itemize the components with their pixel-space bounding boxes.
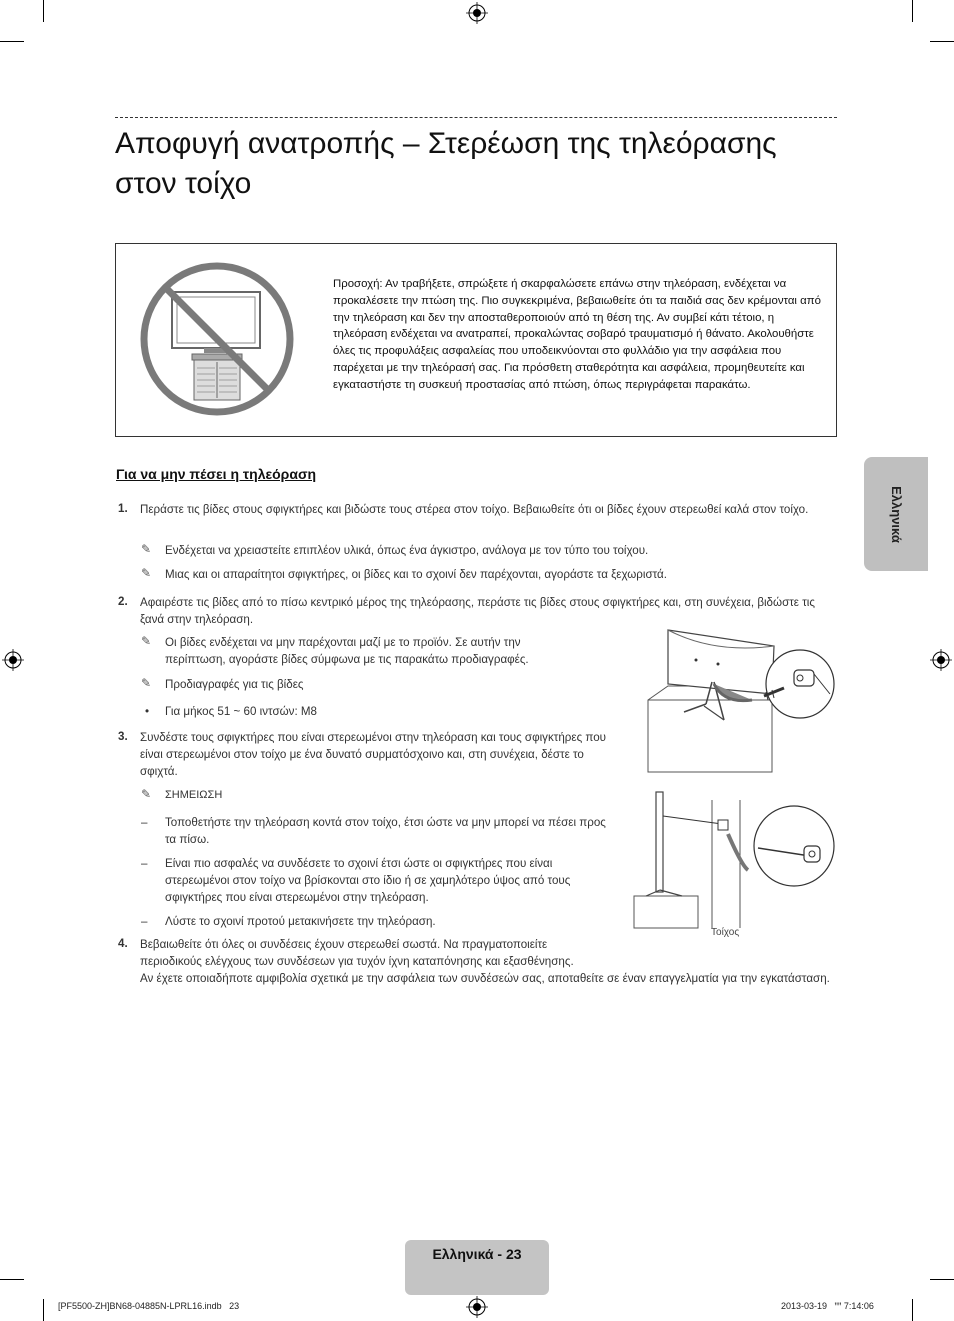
note-pencil-icon: ✎ xyxy=(141,566,152,580)
crop-mark xyxy=(0,1279,24,1280)
title-dashed-rule xyxy=(115,117,837,118)
section-subheading: Για να μην πέσει η τηλεόραση xyxy=(116,466,317,482)
registration-mark-icon xyxy=(930,649,952,671)
step-number: 4. xyxy=(118,937,128,950)
note-pencil-icon: ✎ xyxy=(141,676,152,690)
warning-box xyxy=(115,243,837,437)
step-2-note-2: Προδιαγραφές για τις βίδες xyxy=(165,678,304,691)
crop-mark xyxy=(930,41,954,42)
note-pencil-icon: ✎ xyxy=(141,634,152,648)
page-title: Αποφυγή ανατροπής – Στερέωση της τηλεόρασης στον τοίχο xyxy=(115,127,777,200)
step-3-dash-2: Είναι πιο ασφαλές να συνδέσετε το σχοινί έτσι ώστε οι σφιγκτήρες που είναι στερεωμένοι στον τοίχο να βρίσκονται στο ίδιο ή σε χαμηλότερο ύψος από τους σφιγκτήρες που είναι στερεωμένοι στην τηλεόραση. xyxy=(165,857,571,904)
crop-mark xyxy=(0,41,24,42)
step-2-note-1: Οι βίδες ενδέχεται να μην παρέχονται μαζί με το προϊόν. Σε αυτήν την περίπτωση, αγοράστε βίδες σύμφωνα με τις παρακάτω προδιαγραφές. xyxy=(165,636,529,666)
page-number-label: Ελληνικά - 23 xyxy=(432,1246,522,1262)
step-2-text: Αφαιρέστε τις βίδες από το πίσω κεντρικό μέρος της τηλεόρασης, περάστε τις βίδες στους σφιγκτήρες και, στη συνέχεια, βιδώστε τις ξανά στην τηλεόραση. xyxy=(140,596,815,626)
no-tv-tipping-icon xyxy=(136,258,298,420)
registration-mark-icon xyxy=(2,649,24,671)
step-4-text-b: Αν έχετε οποιαδήποτε αμφιβολία σχετικά με την ασφάλεια των συνδέσεών σας, αποταθείτε σε έναν επαγγελματία για την εγκατάσταση. xyxy=(140,972,830,985)
dash-symbol: – xyxy=(141,915,148,928)
warning-text: Προσοχή: Αν τραβήξετε, σπρώξετε ή σκαρφαλώσετε επάνω στην τηλεόραση, ενδέχεται να προκαλέσετε την πτώση της. Πιο συγκεκριμένα, βεβαιωθείτε ότι τα παιδιά σας δεν κρέμονται από την τηλεόραση και δεν την αποσταθεροποιούν από τη θέση της. Αν συμβεί κάτι τέτοιο, η τηλεόραση ενδέχεται να ανατραπεί, προκαλώντας σοβαρό τραυματισμό ή θάνατο. Ακολουθήστε όλες τις προφυλάξεις ασφαλείας που υποδεικνύονται στο φυλλάδιο για την ασφάλεια που παρέχεται με την τηλεόρασή σας. Για πρόσθετη σταθερότητα και ασφάλεια, προμηθευτείτε και εγκαταστήστε τη συσκευή προστασίας από πτώση, όπως περιγράφεται παρακάτω. xyxy=(333,278,821,391)
dash-symbol: – xyxy=(141,816,148,829)
step-4-text-a: Βεβαιωθείτε ότι όλες οι συνδέσεις έχουν στερεωθεί σωστά. Να πραγματοποιείτε περιοδικούς ελέγχους των συνδέσεων για τυχόν ίχνη καταπόνησης και εξασθένησης. xyxy=(140,938,574,968)
tv-bracket-illustration xyxy=(644,624,838,776)
registration-mark-icon xyxy=(466,1296,488,1318)
wall-label: Τοίχος xyxy=(711,927,740,938)
step-number: 1. xyxy=(118,502,128,515)
language-side-tab-label: Ελληνικά xyxy=(888,485,904,543)
step-number: 3. xyxy=(118,730,128,743)
dash-symbol: – xyxy=(141,857,148,870)
crop-mark xyxy=(930,1279,954,1280)
note-pencil-icon: ✎ xyxy=(141,787,152,801)
crop-mark xyxy=(912,0,913,22)
note-label: ΣΗΜΕΙΩΣΗ xyxy=(165,789,223,801)
step-3-text: Συνδέστε τους σφιγκτήρες που είναι στερεωμένοι στην τηλεόραση και τους σφιγκτήρες που είναι στερεωμένοι στον τοίχο με ένα δυνατό συρματόσχοινο και, στη συνέχεια, δέστε το σφιχτά. xyxy=(140,731,606,778)
crop-mark xyxy=(43,1299,44,1321)
tv-wall-illustration xyxy=(632,790,838,930)
step-2-bullet: Για μήκος 51 ~ 60 ιντσών: M8 xyxy=(165,705,317,718)
note-pencil-icon: ✎ xyxy=(141,542,152,556)
step-1-text: Περάστε τις βίδες στους σφιγκτήρες και βιδώστε τους στέρεα στον τοίχο. Βεβαιωθείτε ότι οι βίδες έχουν στερεωθεί καλά στον τοίχο. xyxy=(140,503,809,516)
print-timestamp: 2013-03-19 ꞌꞌꞌꞌ 7:14:06 xyxy=(781,1301,874,1311)
step-1-note-2: Μιας και οι απαραίτητοι σφιγκτήρες, οι βίδες και το σχοινί δεν παρέχονται, αγοράστε τα ξεχωριστά. xyxy=(165,568,667,581)
registration-mark-icon xyxy=(466,2,488,24)
crop-mark xyxy=(912,1299,913,1321)
step-3-dash-1: Τοποθετήστε την τηλεόραση κοντά στον τοίχο, έτσι ώστε να μην μπορεί να πέσει προς τα πίσω. xyxy=(165,816,606,846)
step-number: 2. xyxy=(118,595,128,608)
step-3-dash-3: Λύστε το σχοινί προτού μετακινήσετε την τηλεόραση. xyxy=(165,915,436,928)
step-1-note-1: Ενδέχεται να χρειαστείτε επιπλέον υλικά, όπως ένα άγκιστρο, ανάλογα με τον τύπο του τοίχου. xyxy=(165,544,649,557)
crop-mark xyxy=(43,0,44,22)
bullet-symbol: • xyxy=(145,705,150,718)
file-name: [PF5500-ZH]BN68-04885N-LPRL16.indb 23 xyxy=(58,1301,240,1311)
